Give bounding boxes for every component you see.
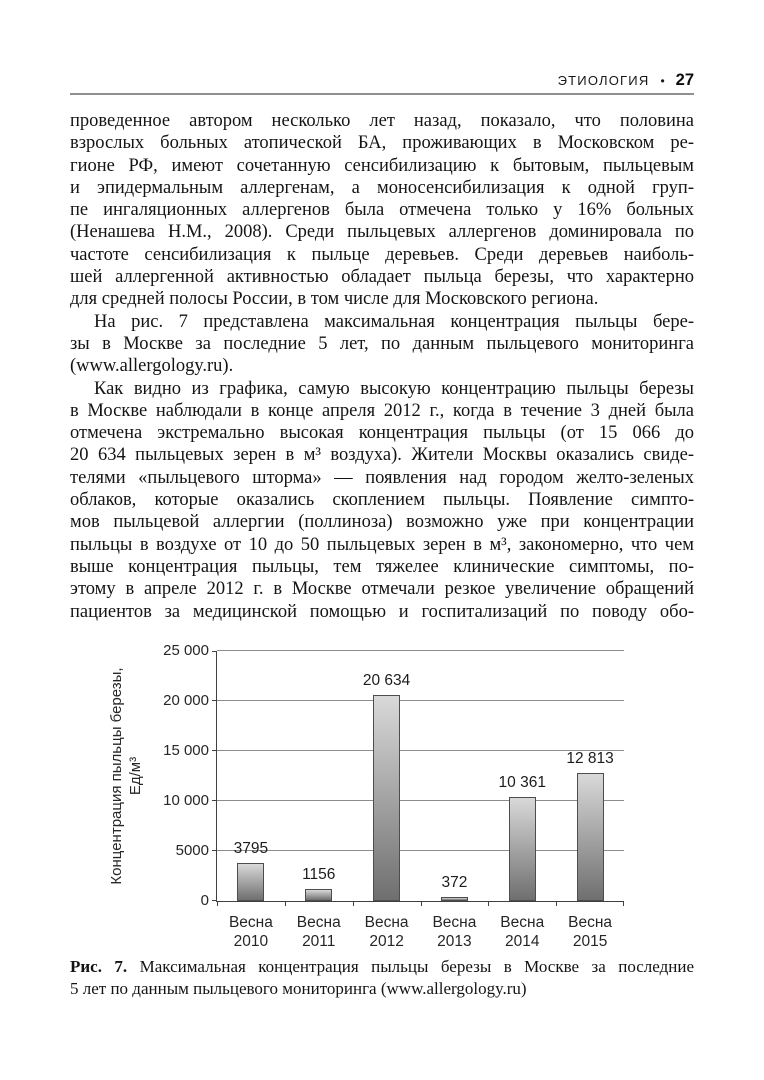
x-axis-label-line: 2015 (572, 933, 608, 950)
section-title: ЭТИОЛОГИЯ (557, 73, 650, 88)
pollen-concentration-chart (70, 640, 694, 956)
page-number: 27 (675, 71, 694, 89)
text-line: пе ингаляционных аллергенов была отмечена только у 16% больных (70, 200, 694, 221)
x-tick (488, 901, 489, 906)
gridline (217, 700, 624, 701)
x-tick (353, 901, 354, 906)
x-axis-label-line: 2011 (302, 933, 336, 950)
paragraph-1 (70, 110, 694, 311)
text-line: взрослых больных атопической БА, проживающих в Московском ре- (70, 133, 694, 154)
y-tick (212, 651, 217, 652)
x-axis-label-line: Весна (500, 914, 545, 931)
bar-value-label: 3795 (233, 840, 269, 857)
x-tick (623, 901, 624, 906)
x-tick (285, 901, 286, 906)
caption-line-1 (70, 956, 694, 978)
text-line: и эпидермальным аллергенам, а моносенсибилизация к одной груп- (70, 177, 694, 198)
x-axis-label (488, 913, 556, 951)
text-line: мов пыльцевой аллергии (поллиноза) возможно уже при концентрации (70, 512, 694, 533)
bar-value-label: 12 813 (566, 750, 614, 767)
y-tick-label: 20 000 (163, 692, 209, 709)
bar-value-label: 10 361 (498, 774, 546, 791)
x-axis-label (285, 913, 353, 951)
bar (509, 797, 536, 901)
x-axis-label (353, 913, 421, 951)
y-tick-label: 0 (200, 892, 209, 909)
y-tick-label: 5000 (175, 842, 209, 859)
gridline (217, 650, 624, 651)
text-line: облаков, которые оказались скоплением пыльцы. Появление симпто- (70, 490, 694, 511)
bar (373, 695, 400, 901)
x-axis-label-line: Весна (432, 914, 477, 931)
y-axis-title-line1: Концентрация пыльцы березы, (108, 667, 125, 885)
text-line: этому в апреле 2012 г. в Москве отмечали резкое увеличение обращений (70, 579, 694, 600)
bar (577, 773, 604, 901)
x-axis-label (556, 913, 624, 951)
text-line: телями «пыльцевого шторма» — появления над городом желто-зеленых (70, 467, 694, 488)
text-line: проведенное автором несколько лет назад, показало, что половина (70, 111, 694, 131)
text-line: для средней полосы России, в том числе для Московского региона. (70, 289, 599, 310)
text-line: зы в Москве за последние 5 лет, по данным пыльцевого мониторинга (70, 333, 694, 354)
x-axis-label-line: Весна (296, 914, 341, 931)
x-tick (421, 901, 422, 906)
text-line: гионе РФ, имеют сочетанную сенсибилизацию к бытовым, пыльцевым (70, 155, 694, 176)
text-line: 20 634 пыльцевых зерен в м³ воздуха). Жители Москвы оказались свиде- (70, 445, 694, 466)
figure-caption (70, 956, 694, 1000)
paragraph-2 (70, 311, 694, 378)
text-line: шей аллергенной активностью обладает пыльца березы, что характерно (70, 267, 694, 288)
bar (441, 897, 468, 901)
text-line: пыльцы в воздухе от 10 до 50 пыльцевых зерен в м³, закономерно, что чем (70, 534, 694, 555)
text-line: в Москве наблюдали в конце апреля 2012 г., когда в течение 3 дней была (70, 400, 694, 421)
y-axis-title-line2: Ед/м³ (127, 756, 144, 796)
gridline (217, 800, 624, 801)
bar (305, 889, 332, 901)
caption-text: Максимальная концентрация пыльцы березы в Москве за последние (139, 957, 694, 976)
y-tick-label: 15 000 (163, 742, 209, 759)
x-axis-label (217, 913, 285, 951)
text-line: (www.allergology.ru). (70, 356, 234, 377)
text-line: пациентов за медицинской помощью и госпитализаций по поводу обо- (70, 601, 694, 622)
text-line: На рис. 7 представлена максимальная концентрация пыльцы бере- (94, 311, 694, 332)
bar (237, 863, 264, 901)
x-axis-label-line: 2014 (505, 933, 540, 950)
bar-value-label: 1156 (302, 866, 336, 883)
bar-value-label: 372 (441, 874, 468, 891)
x-axis-label-line: 2013 (437, 933, 472, 950)
y-tick-label: 10 000 (163, 792, 209, 809)
text-line: отмечена экстремально высокая концентрация пыльцы (от 15 066 до (70, 423, 694, 444)
y-tick-label: 25 000 (163, 642, 209, 659)
x-axis-label-line: Весна (228, 914, 273, 931)
x-axis-label (421, 913, 489, 951)
text-line: частоте сенсибилизация к пыльце деревьев. Среди деревьев наиболь- (70, 244, 694, 265)
header-rule (70, 93, 694, 95)
x-axis-label-line: Весна (364, 914, 409, 931)
x-axis-label-line: Весна (568, 914, 613, 931)
x-axis-label-line: 2012 (369, 933, 404, 950)
body-text (70, 110, 694, 623)
paragraph-3 (70, 378, 694, 623)
text-line: (Ненашева Н.М., 2008). Среди пыльцевых аллергенов доминировала по (70, 222, 694, 243)
x-axis-label-line: 2010 (233, 933, 269, 950)
caption-label: Рис. 7. (70, 957, 128, 976)
bullet-separator: • (660, 74, 665, 88)
text-line: выше концентрация пыльцы, тем тяжелее клинические симптомы, по- (70, 556, 694, 577)
x-tick (556, 901, 557, 906)
text-line: Как видно из графика, самую высокую концентрацию пыльцы березы (94, 378, 694, 399)
caption-line-2: 5 лет по данным пыльцевого мониторинга (www.allergology.ru) (70, 979, 527, 998)
y-axis-title (107, 641, 147, 911)
x-tick (217, 901, 218, 906)
bar-value-label: 20 634 (362, 672, 411, 689)
page-header (70, 71, 694, 90)
chart-plot-area (163, 642, 624, 950)
